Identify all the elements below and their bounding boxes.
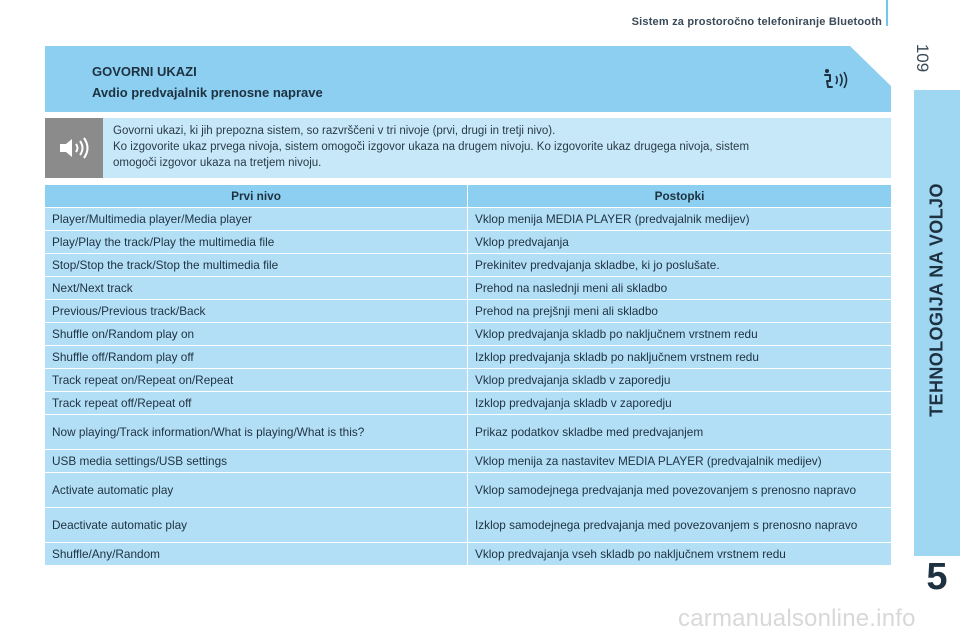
command-cell: Track repeat on/Repeat on/Repeat [45, 369, 468, 392]
action-cell: Vklop menija za nastavitev MEDIA PLAYER (predvajalnik medijev) [468, 450, 891, 473]
voice-command-icon [819, 66, 849, 94]
table-row [45, 323, 891, 346]
action-cell: Prehod na prejšnji meni ali skladbo [468, 300, 891, 323]
banner-subtitle: Avdio predvajalnik prenosne naprave [92, 85, 323, 100]
command-cell: Play/Play the track/Play the multimedia file [45, 231, 468, 254]
action-cell: Vklop predvajanja vseh skladb po naključnem vrstnem redu [468, 543, 891, 566]
page-number: 109 [913, 43, 932, 73]
action-cell: Prekinitev predvajanja skladbe, ki jo poslušate. [468, 254, 891, 277]
table-row [45, 277, 891, 300]
action-cell: Izklop predvajanja skladb v zaporedju [468, 392, 891, 415]
watermark: carmanualsonline.info [678, 605, 916, 632]
running-header: Sistem za prostoročno telefoniranje Bluetooth [631, 16, 882, 28]
action-cell: Izklop predvajanja skladb po naključnem vrstnem redu [468, 346, 891, 369]
command-cell: Shuffle on/Random play on [45, 323, 468, 346]
table-row [45, 254, 891, 277]
action-cell: Vklop predvajanja skladb v zaporedju [468, 369, 891, 392]
table-row [45, 508, 891, 543]
table-header-row [45, 185, 891, 208]
table-row [45, 415, 891, 450]
column-header-actions: Postopki [468, 185, 891, 208]
section-banner [45, 46, 891, 112]
table-row [45, 300, 891, 323]
command-cell: Next/Next track [45, 277, 468, 300]
voice-speaker-icon [58, 136, 90, 160]
command-cell: Stop/Stop the track/Stop the multimedia file [45, 254, 468, 277]
command-cell: Player/Multimedia player/Media player [45, 208, 468, 231]
table-row [45, 392, 891, 415]
action-cell: Prikaz podatkov skladbe med predvajanjem [468, 415, 891, 450]
action-cell: Vklop predvajanja skladb po naključnem vrstnem redu [468, 323, 891, 346]
table-row [45, 473, 891, 508]
table-row [45, 231, 891, 254]
action-cell: Izklop samodejnega predvajanja med povezovanjem s prenosno napravo [468, 508, 891, 543]
info-line: Ko izgovorite ukaz prvega nivoja, sistem omogoči izgovor ukaza na drugem nivoju. Ko izgovorite ukaz drugega nivoja, sistem [113, 141, 750, 153]
header-tick [886, 0, 888, 26]
command-cell: Shuffle/Any/Random [45, 543, 468, 566]
action-cell: Vklop samodejnega predvajanja med povezovanjem s prenosno napravo [468, 473, 891, 508]
command-cell: Previous/Previous track/Back [45, 300, 468, 323]
banner-title: GOVORNI UKAZI [92, 64, 197, 79]
column-header-level: Prvi nivo [45, 185, 468, 208]
action-cell: Vklop menija MEDIA PLAYER (predvajalnik medijev) [468, 208, 891, 231]
action-cell: Vklop predvajanja [468, 231, 891, 254]
command-cell: Activate automatic play [45, 473, 468, 508]
command-cell: Deactivate automatic play [45, 508, 468, 543]
chapter-number: 5 [926, 556, 948, 598]
table-row [45, 450, 891, 473]
command-cell: Shuffle off/Random play off [45, 346, 468, 369]
table-row [45, 369, 891, 392]
info-text [113, 123, 883, 171]
command-cell: USB media settings/USB settings [45, 450, 468, 473]
side-tab-label: TEHNOLOGIJA NA VOLJO [926, 183, 947, 417]
table-row [45, 208, 891, 231]
command-cell: Track repeat off/Repeat off [45, 392, 468, 415]
info-line: Govorni ukazi, ki jih prepozna sistem, so razvrščeni v tri nivoje (prvi, drugi in tretji nivo). [113, 125, 556, 137]
info-line: omogoči izgovor ukaza na tretjem nivoju. [113, 157, 322, 169]
voice-command-table [45, 185, 891, 566]
table-row [45, 346, 891, 369]
command-cell: Now playing/Track information/What is playing/What is this? [45, 415, 468, 450]
table-row [45, 543, 891, 566]
action-cell: Prehod na naslednji meni ali skladbo [468, 277, 891, 300]
